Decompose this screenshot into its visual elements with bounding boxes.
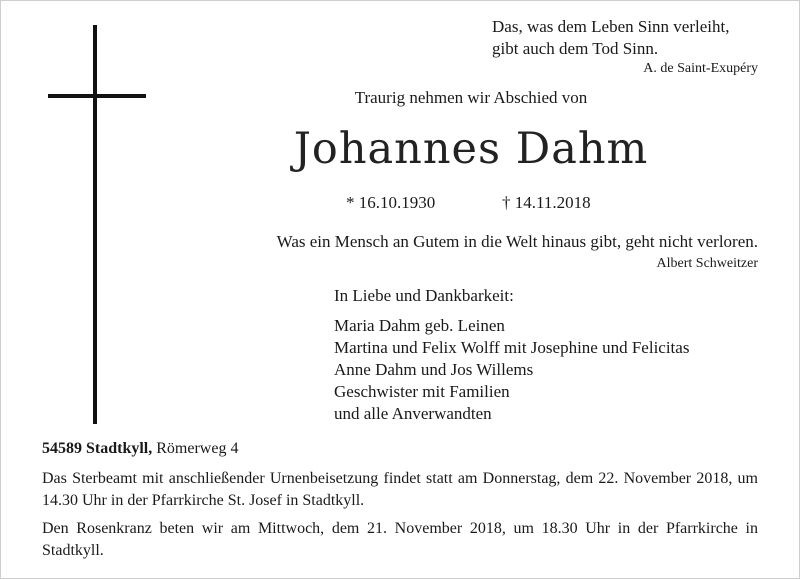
middle-quote: Was ein Mensch an Gutem in die Welt hinaus gibt, geht nicht verloren. <box>276 232 758 251</box>
top-quote-author: A. de Saint-Exupéry <box>643 61 758 76</box>
death-date: † 14.11.2018 <box>502 193 591 212</box>
top-quote-line: Das, was dem Leben Sinn verleiht, <box>492 17 730 36</box>
middle-quote-author: Albert Schweitzer <box>656 256 758 271</box>
mourner-entry: und alle Anverwandten <box>334 404 492 423</box>
cross-vertical-bar <box>93 25 97 424</box>
mourners-list <box>334 315 689 425</box>
mourner-entry: Martina und Felix Wolff mit Josephine und Felicitas <box>334 338 690 357</box>
intro-text: Traurig nehmen wir Abschied von <box>354 88 588 107</box>
rosary-paragraph: Den Rosenkranz beten wir am Mittwoch, dem 21. November 2018, um 18.30 Uhr in der Pfarrkirche in Stadtkyll. <box>42 520 758 559</box>
funeral-service-paragraph: Das Sterbeamt mit anschließender Urnenbeisetzung findet statt am Donnerstag, dem 22. November 2018, um 14.30 Uhr in der Pfarrkirche St. Josef in Stadtkyll. <box>42 470 758 509</box>
deceased-name: Johannes Dahm <box>293 124 649 174</box>
thanks-heading: In Liebe und Dankbarkeit: <box>334 286 514 305</box>
top-quote-line: gibt auch dem Tod Sinn. <box>492 39 659 58</box>
address <box>42 440 238 458</box>
address-street: Römerweg 4 <box>156 440 239 457</box>
mourner-entry: Geschwister mit Familien <box>334 382 510 401</box>
birth-date: * 16.10.1930 <box>346 193 436 212</box>
mourner-entry: Anne Dahm und Jos Willems <box>334 360 534 379</box>
address-city: 54589 Stadtkyll, <box>42 440 153 457</box>
mourner-entry: Maria Dahm geb. Leinen <box>334 316 505 335</box>
top-quote <box>492 16 772 60</box>
